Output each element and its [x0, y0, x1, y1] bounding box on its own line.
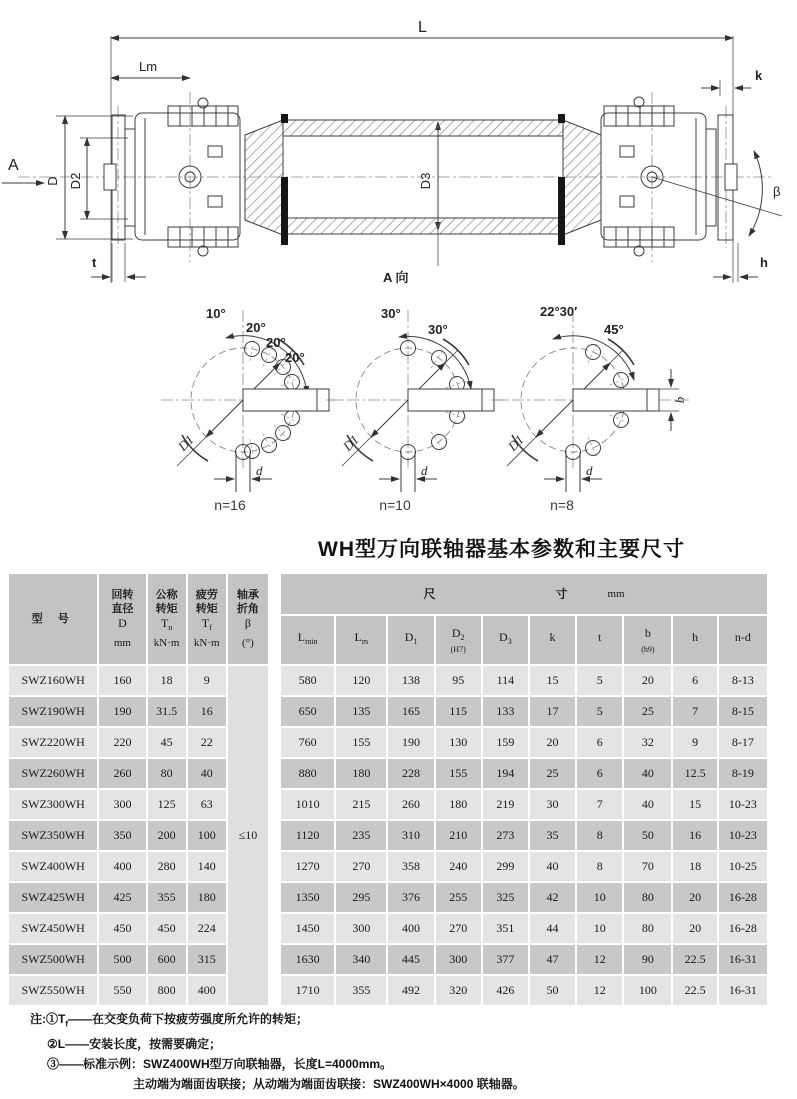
cell-model: SWZ350WH — [8, 820, 98, 851]
cell-dimension: 880 — [280, 758, 335, 789]
cell-model: SWZ550WH — [8, 975, 98, 1006]
cell-dimension: 16-31 — [718, 944, 768, 975]
col-header-D1: $D_1$ — [387, 615, 434, 665]
flange3-b-label: b — [672, 396, 687, 404]
cell-dimension: 194 — [482, 758, 529, 789]
cell-dimension: 6 — [672, 665, 717, 696]
cell-dimension: 255 — [435, 882, 482, 913]
table-row — [8, 944, 768, 975]
col-header-fatigue-torque: 疲劳 转矩 $T_f$ kN·m — [187, 573, 227, 665]
cell-dimension: 210 — [435, 820, 482, 851]
table-row — [8, 758, 768, 789]
footnote-4: 主动端为端面齿联接；从动端为端面齿联接：SWZ400WH×4000 联轴器。 — [133, 1077, 525, 1092]
footnote-1: 注$:①T_f——$在交变负荷下按疲劳强度所允许的转矩； — [30, 1012, 309, 1029]
cell-dimension: 50 — [623, 820, 672, 851]
cell-value: 350 — [98, 820, 146, 851]
cell-value: 18 — [147, 665, 187, 696]
flange1-n-label: n=16 — [214, 497, 246, 513]
cell-dimension: 40 — [623, 789, 672, 820]
cell-dimension: 16-28 — [718, 882, 768, 913]
flange1-angle-4: 20° — [285, 350, 305, 365]
flange3-n-label: n=8 — [550, 497, 574, 513]
cell-dimension: 47 — [529, 944, 576, 975]
dim-label-D2: D2 — [68, 172, 83, 190]
cell-value: 600 — [147, 944, 187, 975]
cell-dimension: 8-17 — [718, 727, 768, 758]
cell-value: 9 — [187, 665, 227, 696]
cell-dimension: 190 — [387, 727, 434, 758]
col-header-diameter: 回转 直径 D mm — [98, 573, 146, 665]
cell-model: SWZ160WH — [8, 665, 98, 696]
flange1-angle-3: 20° — [266, 335, 286, 350]
cell-dimension: 15 — [529, 665, 576, 696]
col-header-size-group: 尺 寸 mm — [280, 573, 768, 615]
col-header-D2: $D_2$ (H7) — [435, 615, 482, 665]
cell-dimension: 377 — [482, 944, 529, 975]
flange-view-n16 — [161, 306, 343, 513]
page-title: WH型万向联轴器基本参数和主要尺寸 — [318, 538, 685, 561]
flange2-angle-2: 30° — [428, 322, 448, 337]
cell-dimension: 492 — [387, 975, 434, 1006]
cell-value: 190 — [98, 696, 146, 727]
cell-value: 400 — [187, 975, 227, 1006]
cell-dimension: 22.5 — [672, 944, 717, 975]
cell-dimension: 580 — [280, 665, 335, 696]
cell-dimension: 235 — [335, 820, 387, 851]
dim-label-Lm: Lm — [139, 59, 158, 74]
cell-dimension: 12 — [576, 975, 623, 1006]
cell-dimension: 355 — [335, 975, 387, 1006]
cell-dimension: 17 — [529, 696, 576, 727]
cell-dimension: 1350 — [280, 882, 335, 913]
cell-dimension: 16-28 — [718, 913, 768, 944]
cell-dimension: 260 — [387, 789, 434, 820]
table-row — [8, 789, 768, 820]
cell-dimension: 376 — [387, 882, 434, 913]
cell-dimension: 310 — [387, 820, 434, 851]
cell-dimension: 760 — [280, 727, 335, 758]
flange1-angle-1: 10° — [206, 306, 226, 321]
col-header-k: k — [529, 615, 576, 665]
cell-dimension: 95 — [435, 665, 482, 696]
cell-dimension: 8 — [576, 851, 623, 882]
table-row — [8, 851, 768, 882]
cell-dimension: 20 — [672, 882, 717, 913]
cell-value: 550 — [98, 975, 146, 1006]
flange-view-n10 — [326, 306, 508, 513]
cell-dimension: 1120 — [280, 820, 335, 851]
cell-dimension: 426 — [482, 975, 529, 1006]
cell-dimension: 16-31 — [718, 975, 768, 1006]
cell-dimension: 180 — [435, 789, 482, 820]
cell-dimension: 135 — [335, 696, 387, 727]
cell-dimension: 22.5 — [672, 975, 717, 1006]
cell-dimension: 5 — [576, 665, 623, 696]
cell-dimension: 10-25 — [718, 851, 768, 882]
cell-dimension: 159 — [482, 727, 529, 758]
cell-model: SWZ190WH — [8, 696, 98, 727]
cell-dimension: 114 — [482, 665, 529, 696]
cell-dimension: 1710 — [280, 975, 335, 1006]
cell-value: 800 — [147, 975, 187, 1006]
flange1-D1-label: D1 — [174, 431, 197, 454]
cell-value: 280 — [147, 851, 187, 882]
col-header-model: 型 号 — [8, 573, 98, 665]
cell-value: 400 — [98, 851, 146, 882]
cell-dimension: 358 — [387, 851, 434, 882]
table-row — [8, 820, 768, 851]
cell-dimension: 16 — [672, 820, 717, 851]
cell-dimension: 90 — [623, 944, 672, 975]
cell-dimension: 295 — [335, 882, 387, 913]
cell-value: 180 — [187, 882, 227, 913]
cell-value: 355 — [147, 882, 187, 913]
cell-dimension: 320 — [435, 975, 482, 1006]
flange-view-n8 — [491, 304, 689, 513]
dimension-lines — [2, 36, 782, 283]
flange2-angle-1: 30° — [381, 306, 401, 321]
cell-dimension: 10-23 — [718, 789, 768, 820]
cell-model: SWZ450WH — [8, 913, 98, 944]
cell-dimension: 12 — [576, 944, 623, 975]
cell-dimension: 215 — [335, 789, 387, 820]
cell-dimension: 9 — [672, 727, 717, 758]
flange-views — [0, 296, 797, 532]
cell-dimension: 228 — [387, 758, 434, 789]
cell-dimension: 40 — [529, 851, 576, 882]
cell-value: 45 — [147, 727, 187, 758]
cell-dimension: 42 — [529, 882, 576, 913]
cell-dimension: 18 — [672, 851, 717, 882]
cell-dimension: 445 — [387, 944, 434, 975]
cell-dimension: 25 — [529, 758, 576, 789]
cell-dimension: 180 — [335, 758, 387, 789]
cell-value: 140 — [187, 851, 227, 882]
cell-dimension: 340 — [335, 944, 387, 975]
section-view-label: A 向 — [383, 270, 409, 285]
col-header-t: t — [576, 615, 623, 665]
cell-dimension: 25 — [623, 696, 672, 727]
table-row — [8, 696, 768, 727]
cell-dimension: 219 — [482, 789, 529, 820]
cell-dimension: 273 — [482, 820, 529, 851]
cell-value: 315 — [187, 944, 227, 975]
cell-dimension: 270 — [435, 913, 482, 944]
cell-beta-angle: ≤10 — [227, 665, 269, 1006]
cell-model: SWZ300WH — [8, 789, 98, 820]
flange3-d-label: d — [586, 463, 593, 478]
cell-dimension: 8-19 — [718, 758, 768, 789]
table-row — [8, 913, 768, 944]
cell-dimension: 299 — [482, 851, 529, 882]
cell-dimension: 165 — [387, 696, 434, 727]
footnote-3: ③——标准示例：SWZ400WH型万向联轴器，长度L=4000mm。 — [47, 1057, 393, 1072]
cell-value: 160 — [98, 665, 146, 696]
cell-dimension: 8-15 — [718, 696, 768, 727]
col-header-nominal-torque: 公称 转矩 $T_n$ kN·m — [147, 573, 187, 665]
gap-cell — [269, 665, 280, 1006]
dim-label-t: t — [92, 255, 97, 270]
table-row — [8, 975, 768, 1006]
cell-dimension: 1270 — [280, 851, 335, 882]
flange3-D1-label: D1 — [504, 431, 527, 454]
header-row-1 — [8, 573, 768, 615]
table-row — [8, 665, 768, 696]
flange1-d-label: d — [256, 463, 263, 478]
cell-dimension: 115 — [435, 696, 482, 727]
cell-model: SWZ500WH — [8, 944, 98, 975]
flange2-D1-label: D1 — [339, 431, 362, 454]
cell-model: SWZ400WH — [8, 851, 98, 882]
centerlines — [18, 92, 772, 262]
cell-value: 500 — [98, 944, 146, 975]
cell-dimension: 6 — [576, 758, 623, 789]
flange3-angle-1: 22°30′ — [540, 304, 578, 319]
cell-dimension: 80 — [623, 913, 672, 944]
cell-value: 450 — [147, 913, 187, 944]
cell-dimension: 133 — [482, 696, 529, 727]
cell-value: 260 — [98, 758, 146, 789]
cell-dimension: 325 — [482, 882, 529, 913]
assembly-drawing — [0, 0, 797, 292]
cell-value: 22 — [187, 727, 227, 758]
cell-dimension: 20 — [529, 727, 576, 758]
dim-label-beta: β — [773, 184, 781, 199]
cell-dimension: 80 — [623, 882, 672, 913]
cell-dimension: 35 — [529, 820, 576, 851]
cell-value: 125 — [147, 789, 187, 820]
flange2-n-label: n=10 — [379, 497, 411, 513]
cell-dimension: 155 — [335, 727, 387, 758]
cell-dimension: 1010 — [280, 789, 335, 820]
cell-value: 63 — [187, 789, 227, 820]
cell-dimension: 30 — [529, 789, 576, 820]
cell-dimension: 10-23 — [718, 820, 768, 851]
cell-value: 100 — [187, 820, 227, 851]
cell-dimension: 8-13 — [718, 665, 768, 696]
cell-dimension: 130 — [435, 727, 482, 758]
footnote-2: ②L——安装长度，按需要确定； — [47, 1037, 222, 1052]
cell-dimension: 5 — [576, 696, 623, 727]
cell-dimension: 270 — [335, 851, 387, 882]
cell-dimension: 120 — [335, 665, 387, 696]
parameters-table — [7, 572, 769, 1007]
col-header-h: h — [672, 615, 717, 665]
cell-model: SWZ425WH — [8, 882, 98, 913]
cell-model: SWZ220WH — [8, 727, 98, 758]
dim-label-D: D — [45, 176, 60, 186]
cell-dimension: 6 — [576, 727, 623, 758]
cell-dimension: 155 — [435, 758, 482, 789]
cell-dimension: 300 — [435, 944, 482, 975]
cell-dimension: 650 — [280, 696, 335, 727]
cell-value: 425 — [98, 882, 146, 913]
col-header-Lm: $L_m$ — [335, 615, 387, 665]
cell-value: 80 — [147, 758, 187, 789]
cell-value: 16 — [187, 696, 227, 727]
cell-dimension: 300 — [335, 913, 387, 944]
cell-dimension: 8 — [576, 820, 623, 851]
col-header-D3: $D_3$ — [482, 615, 529, 665]
cell-value: 31.5 — [147, 696, 187, 727]
cell-value: 300 — [98, 789, 146, 820]
col-header-bearing-angle: 轴承 折角 β (°) — [227, 573, 269, 665]
cell-dimension: 15 — [672, 789, 717, 820]
cell-dimension: 20 — [672, 913, 717, 944]
col-header-nd: n-d — [718, 615, 768, 665]
table-gap-column — [269, 573, 280, 665]
cell-dimension: 70 — [623, 851, 672, 882]
view-arrow-label: A — [8, 157, 19, 174]
cell-dimension: 351 — [482, 913, 529, 944]
cell-value: 450 — [98, 913, 146, 944]
dim-label-L: L — [418, 19, 427, 36]
cell-dimension: 20 — [623, 665, 672, 696]
cell-dimension: 12.5 — [672, 758, 717, 789]
cell-dimension: 44 — [529, 913, 576, 944]
cell-value: 220 — [98, 727, 146, 758]
table-row — [8, 882, 768, 913]
cell-dimension: 7 — [576, 789, 623, 820]
flange3-angle-2: 45° — [604, 322, 624, 337]
cell-model: SWZ260WH — [8, 758, 98, 789]
cell-dimension: 10 — [576, 882, 623, 913]
table-row — [8, 727, 768, 758]
dim-label-k: k — [755, 68, 763, 83]
dim-label-h: h — [760, 255, 768, 270]
cell-dimension: 400 — [387, 913, 434, 944]
cell-dimension: 1630 — [280, 944, 335, 975]
cell-dimension: 1450 — [280, 913, 335, 944]
cell-dimension: 32 — [623, 727, 672, 758]
cell-dimension: 240 — [435, 851, 482, 882]
flange2-d-label: d — [421, 463, 428, 478]
col-header-b: b (h9) — [623, 615, 672, 665]
cell-dimension: 100 — [623, 975, 672, 1006]
dim-label-D3: D3 — [418, 172, 433, 190]
flange1-angle-2: 20° — [246, 320, 266, 335]
cell-dimension: 10 — [576, 913, 623, 944]
cell-value: 200 — [147, 820, 187, 851]
table-body — [8, 665, 768, 1006]
footnotes — [30, 1009, 525, 1094]
cell-dimension: 138 — [387, 665, 434, 696]
cell-dimension: 40 — [623, 758, 672, 789]
cell-value: 40 — [187, 758, 227, 789]
col-header-Lmin: $L_{min}$ — [280, 615, 335, 665]
cell-dimension: 7 — [672, 696, 717, 727]
cell-dimension: 50 — [529, 975, 576, 1006]
cell-value: 224 — [187, 913, 227, 944]
